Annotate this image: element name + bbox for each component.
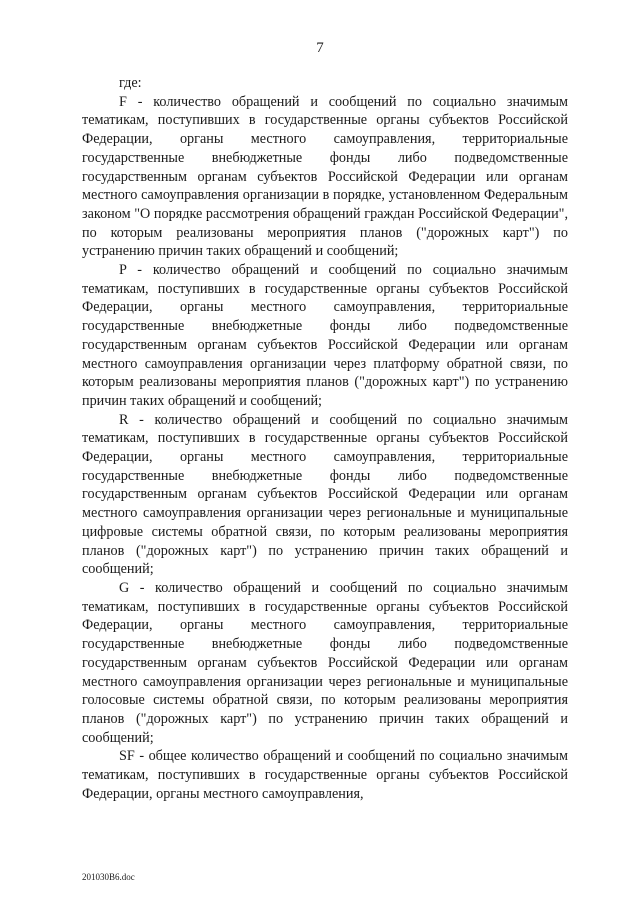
page-number: 7 xyxy=(316,40,324,56)
paragraph-f: F - количество обращений и сообщений по социально значимым тематикам, поступивших в государственные органы субъектов Российской Федерации, органы местного самоуправления, территориальные государственные внебюджетные фонды либо подведомственные государственным органам субъектов Российской Федерации или органам местного самоуправления организации в порядке, установленном Федеральным законом "О порядке рассмотрения обращений граждан Российской Федерации", по которым реализованы мероприятия планов ("дорожных карт") по устранению причин таких обращений и сообщений; xyxy=(82,93,568,260)
paragraph-r: R - количество обращений и сообщений по социально значимым тематикам, поступивших в государственные органы субъектов Российской Федерации, органы местного самоуправления, территориальные государственные внебюджетные фонды либо подведомственные государственным органам субъектов Российской Федерации или органам местного самоуправления организации через региональные и муниципальные цифровые системы обратной связи, по которым реализованы мероприятия планов ("дорожных карт") по устранению причин таких обращений и сообщений; xyxy=(82,411,568,578)
footer-filename: 201030B6.doc xyxy=(82,872,135,882)
paragraph-sf: SF - общее количество обращений и сообщений по социально значимым тематикам, поступивших в государственные органы субъектов Российской Федерации, органы местного самоуправления, xyxy=(82,748,568,802)
document-body xyxy=(82,74,568,803)
intro-text: где: xyxy=(119,75,142,91)
paragraph-p: P - количество обращений и сообщений по социально значимым тематикам, поступивших в государственные органы субъектов Российской Федерации, органы местного самоуправления, территориальные государственные внебюджетные фонды либо подведомственные государственным органам субъектов Российской Федерации или органам местного самоуправления организации через платформу обратной связи, по которым реализованы мероприятия планов ("дорожных карт") по устранению причин таких обращений и сообщений; xyxy=(82,262,568,409)
paragraph-g: G - количество обращений и сообщений по социально значимым тематикам, поступивших в государственные органы субъектов Российской Федерации, органы местного самоуправления, территориальные государственные внебюджетные фонды либо подведомственные государственным органам субъектов Российской Федерации или органам местного самоуправления организации через региональные и муниципальные голосовые системы обратной связи, по которым реализованы мероприятия планов ("дорожных карт") по устранению причин таких обращений и сообщений; xyxy=(82,579,568,746)
